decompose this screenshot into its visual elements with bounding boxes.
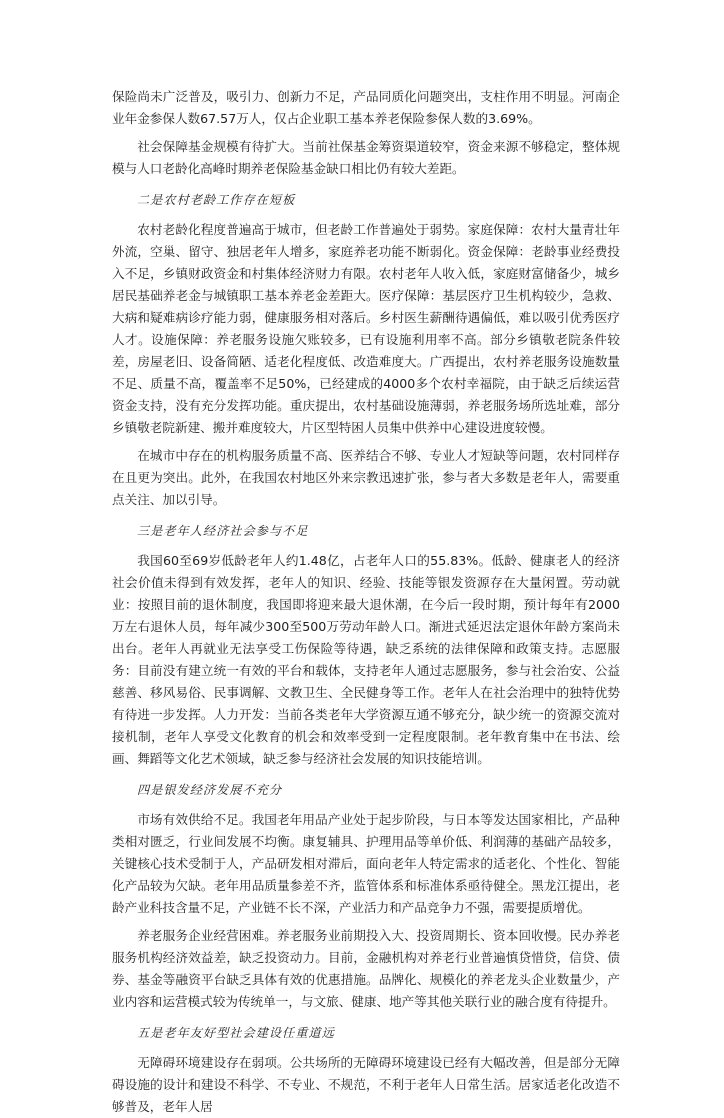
section-heading-rural-aging-work: 二是农村老龄工作存在短板 xyxy=(137,193,296,207)
paragraph-elderly-care-enterprises: 养老服务企业经营困难。养老服务业前期投入大、投资周期长、资本回收慢。民办养老服务机构经济效益差，缺乏投资动力。目前，金融机构对养老行业普遍慎贷惜贷，信贷、债券、基金等融资平台缺乏具体有效的优惠措施。品牌化、规模化的养老龙头企业数量少，产业内容和运营模式较为传统单一，与文旅、健康、地产等其他关联行业的融合度有待提升。 xyxy=(112,928,620,1009)
paragraph-rural-issues-religion: 在城市中存在的机构服务质量不高、医养结合不够、专业人才短缺等问题，农村同样存在且更为突出。此外，在我国农村地区外来宗教迅速扩张，参与者大多数是老年人，需要重点关注、加以引导。 xyxy=(112,448,620,507)
paragraph-enterprise-annuity: 保险尚未广泛普及，吸引力、创新力不足，产品同质化问题突出，支柱作用不明显。河南企业年金参保人数67.57万人，仅占企业职工基本养老保险参保人数的3.69%。 xyxy=(112,89,620,126)
section-heading-elderly-participation: 三是老年人经济社会参与不足 xyxy=(137,524,309,538)
paragraph-barrier-free-environment: 无障碍环境建设存在弱项。公共场所的无障碍环境建设已经有大幅改善，但是部分无障碍设施的设计和建设不科学、不专业、不规范，不利于老年人日常生活。居家适老化改造不够普及，老年人居 xyxy=(112,1055,620,1114)
paragraph-market-supply: 市场有效供给不足。我国老年用品产业处于起步阶段，与日本等发达国家相比，产品种类相对匮乏，行业间发展不均衡。康复辅具、护理用品等单价低、利润薄的基础产品较多，关键核心技术受制于人，产品研发相对滞后，面向老年人特定需求的适老化、个性化、智能化产品较为欠缺。老年用品质量参差不齐，监管体系和标准体系亟待健全。黑龙江提出，老龄产业科技含量不足，产业链不长不深，产业活力和产品竞争力不强，需要提质增优。 xyxy=(112,812,620,915)
paragraph-elderly-participation: 我国60至69岁低龄老年人约1.48亿，占老年人口的55.83%。低龄、健康老人的经济社会价值未得到有效发挥，老年人的知识、经验、技能等银发资源存在大量闲置。劳动就业：按照目前的退休制度，我国即将迎来最大退休潮，在今后一段时期，预计每年有2000万左右退休人员，每年减少300至500万劳动年龄人口。渐进式延迟法定退休年龄方案尚未出台。老年人再就业无法享受工伤保险等待遇，缺乏系统的法律保障和政策支持。志愿服务：目前没有建立统一有效的平台和载体，支持老年人通过志愿服务，参与社会治安、公益慈善、移风易俗、民事调解、文教卫生、全民健身等工作。老年人在社会治理中的独特优势有待进一步发挥。人力开发：当前各类老年大学资源互通不够充分，缺少统一的资源交流对接机制，老年人享受文化教育的机会和效率受到一定程度限制。老年教育集中在书法、绘画、舞蹈等文化艺术领域，缺乏参与经济社会发展的知识技能培训。 xyxy=(112,553,620,766)
paragraph-social-security-fund: 社会保障基金规模有待扩大。当前社保基金筹资渠道较窄，资金来源不够稳定，整体规模与人口老龄化高峰时期养老保险基金缺口相比仍有较大差距。 xyxy=(112,139,620,176)
section-heading-age-friendly-society: 五是老年友好型社会建设任重道远 xyxy=(137,1026,335,1040)
paragraph-rural-aging: 农村老龄化程度普遍高于城市，但老龄工作普遍处于弱势。家庭保障：农村大量青壮年外流，空巢、留守、独居老年人增多，家庭养老功能不断弱化。资金保障：老龄事业经费投入不足，乡镇财政资金和村集体经济财力有限。农村老年人收入低，家庭财富储备少，城乡居民基础养老金与城镇职工基本养老金差距大。医疗保障：基层医疗卫生机构较少，急救、大病和疑难病诊疗能力弱，健康服务相对落后。乡村医生薪酬待遇偏低，难以吸引优秀医疗人才。设施保障：养老服务设施欠账较多，已有设施利用率不高。部分乡镇敬老院条件较差，房屋老旧、设备简陋、适老化程度低、改造难度大。广西提出，农村养老服务设施数量不足、质量不高，覆盖率不足50%，已经建成的4000多个农村幸福院，由于缺乏后续运营资金支持，没有充分发挥功能。重庆提出，农村基础设施薄弱，养老服务场所选址难，部分乡镇敬老院新建、搬并难度较大，片区型特困人员集中供养中心建设进度较慢。 xyxy=(112,222,620,435)
section-heading-silver-economy: 四是银发经济发展不充分 xyxy=(137,783,283,797)
